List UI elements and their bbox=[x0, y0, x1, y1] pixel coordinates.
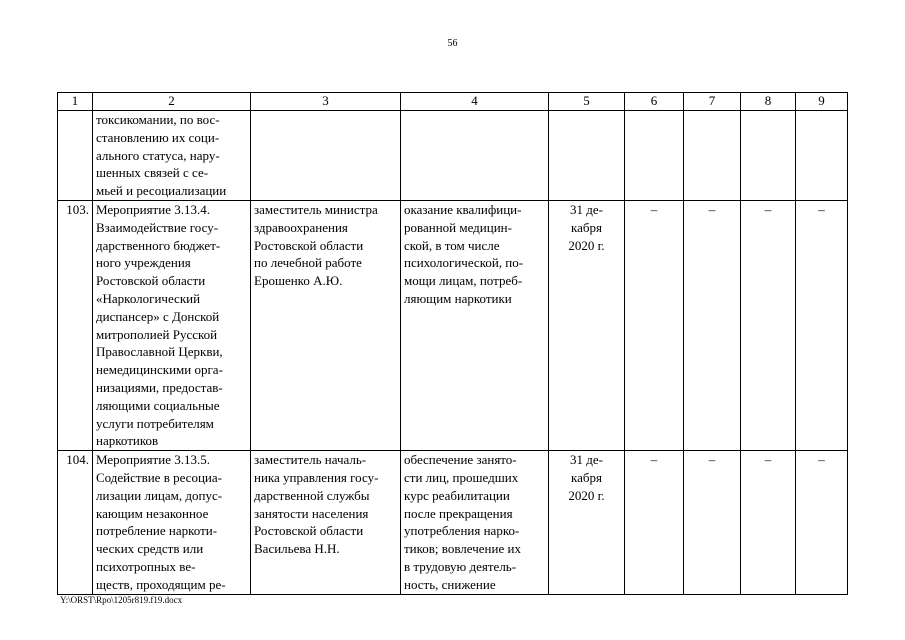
column-header: 7 bbox=[684, 93, 741, 111]
cell-line: 2020 г. bbox=[568, 487, 605, 503]
col9-cell: – bbox=[796, 200, 848, 450]
cell-line: кабря bbox=[571, 219, 602, 235]
result-cell bbox=[401, 451, 549, 594]
col6-cell: – bbox=[625, 451, 684, 594]
cell-line: здравоохранения bbox=[254, 219, 348, 235]
cell-line: заместитель министра bbox=[254, 201, 378, 217]
cell-line: по лечебной работе bbox=[254, 255, 362, 271]
col9-cell: – bbox=[796, 451, 848, 594]
cell-line: Ростовской области bbox=[254, 237, 364, 253]
col7-cell: – bbox=[684, 451, 741, 594]
cell-line: 31 де- bbox=[570, 201, 603, 217]
measure-cell bbox=[93, 111, 251, 201]
cell-line: Ростовской области bbox=[254, 523, 364, 539]
column-header: 1 bbox=[58, 93, 93, 111]
cell-line: ляющими социальные bbox=[96, 397, 220, 413]
cell-line: Ростовской области bbox=[96, 273, 206, 289]
table-row bbox=[58, 111, 848, 201]
cell-line: ального статуса, нару- bbox=[96, 147, 220, 163]
table-row bbox=[58, 451, 848, 594]
cell-line: ческих средств или bbox=[96, 541, 204, 557]
cell-line: ного учреждения bbox=[96, 255, 191, 271]
row-number: 104. bbox=[58, 451, 93, 594]
cell-line: психотропных ве- bbox=[96, 558, 196, 574]
cell-line: тиков; вовлечение их bbox=[404, 541, 521, 557]
cell-line: немедицинскими орга- bbox=[96, 362, 223, 378]
col8-cell: – bbox=[741, 451, 796, 594]
deadline-cell bbox=[549, 451, 625, 594]
col8-cell bbox=[741, 111, 796, 201]
page-number: 56 bbox=[447, 38, 458, 49]
cell-line: обеспечение занято- bbox=[404, 452, 517, 468]
cell-line: дарственной службы bbox=[254, 487, 370, 503]
cell-line: заместитель началь- bbox=[254, 452, 367, 468]
cell-line: оказание квалифици- bbox=[404, 201, 522, 217]
cell-line: Мероприятие 3.13.5. bbox=[96, 452, 210, 468]
measures-table bbox=[57, 92, 848, 595]
cell-line: митрополией Русской bbox=[96, 326, 218, 342]
cell-line: курс реабилитации bbox=[404, 487, 510, 503]
cell-line: Васильева Н.Н. bbox=[254, 541, 340, 557]
cell-line: занятости населения bbox=[254, 505, 369, 521]
col7-cell bbox=[684, 111, 741, 201]
cell-line: низациями, предостав- bbox=[96, 379, 223, 395]
cell-line: 2020 г. bbox=[568, 237, 605, 253]
column-header: 4 bbox=[401, 93, 549, 111]
cell-line: психологической, по- bbox=[404, 255, 524, 271]
measure-cell bbox=[93, 451, 251, 594]
responsible-cell bbox=[251, 111, 401, 201]
cell-line: в трудовую деятель- bbox=[404, 558, 517, 574]
table-row bbox=[58, 200, 848, 450]
cell-line: 31 де- bbox=[570, 452, 603, 468]
deadline-cell bbox=[549, 111, 625, 201]
cell-line: ника управления госу- bbox=[254, 469, 379, 485]
footer-file-path: Y:\ORST\Rpo\1205r819.f19.docx bbox=[60, 595, 183, 605]
responsible-cell bbox=[251, 451, 401, 594]
cell-line: шенных связей с се- bbox=[96, 165, 209, 181]
cell-line: наркотиков bbox=[96, 433, 159, 449]
cell-line: «Наркологический bbox=[96, 290, 201, 306]
column-header: 9 bbox=[796, 93, 848, 111]
column-header: 8 bbox=[741, 93, 796, 111]
cell-line: кающим незаконное bbox=[96, 505, 209, 521]
cell-line: кабря bbox=[571, 469, 602, 485]
deadline-cell bbox=[549, 200, 625, 450]
responsible-cell bbox=[251, 200, 401, 450]
col6-cell bbox=[625, 111, 684, 201]
cell-line: становлению их соци- bbox=[96, 129, 220, 145]
cell-line: потребление наркоти- bbox=[96, 523, 218, 539]
column-header: 5 bbox=[549, 93, 625, 111]
cell-line: Взаимодействие госу- bbox=[96, 219, 219, 235]
measure-cell bbox=[93, 200, 251, 450]
cell-line: ществ, проходящим ре- bbox=[96, 576, 226, 592]
cell-line: дарственного бюджет- bbox=[96, 237, 221, 253]
cell-line: услуги потребителям bbox=[96, 415, 214, 431]
cell-line: Содействие в ресоциа- bbox=[96, 469, 222, 485]
cell-line: токсикомании, по вос- bbox=[96, 112, 220, 127]
row-number bbox=[58, 111, 93, 201]
col7-cell: – bbox=[684, 200, 741, 450]
cell-line: Ерошенко А.Ю. bbox=[254, 273, 343, 289]
cell-line: употребления нарко- bbox=[404, 523, 520, 539]
table-header-row bbox=[58, 93, 848, 111]
cell-line: мощи лицам, потреб- bbox=[404, 273, 523, 289]
col6-cell: – bbox=[625, 200, 684, 450]
col9-cell bbox=[796, 111, 848, 201]
cell-line: диспансер» с Донской bbox=[96, 308, 220, 324]
result-cell bbox=[401, 111, 549, 201]
result-cell bbox=[401, 200, 549, 450]
row-number: 103. bbox=[58, 200, 93, 450]
cell-line: после прекращения bbox=[404, 505, 513, 521]
column-header: 6 bbox=[625, 93, 684, 111]
column-header: 3 bbox=[251, 93, 401, 111]
cell-line: Православной Церкви, bbox=[96, 344, 223, 360]
cell-line: лизации лицам, допус- bbox=[96, 487, 223, 503]
col8-cell: – bbox=[741, 200, 796, 450]
column-header: 2 bbox=[93, 93, 251, 111]
cell-line: рованной медицин- bbox=[404, 219, 512, 235]
cell-line: Мероприятие 3.13.4. bbox=[96, 201, 210, 217]
cell-line: ность, снижение bbox=[404, 576, 496, 592]
cell-line: сти лиц, прошедших bbox=[404, 469, 519, 485]
cell-line: мьей и ресоциализации bbox=[96, 183, 227, 199]
cell-line: ской, в том числе bbox=[404, 237, 500, 253]
cell-line: ляющим наркотики bbox=[404, 290, 512, 306]
